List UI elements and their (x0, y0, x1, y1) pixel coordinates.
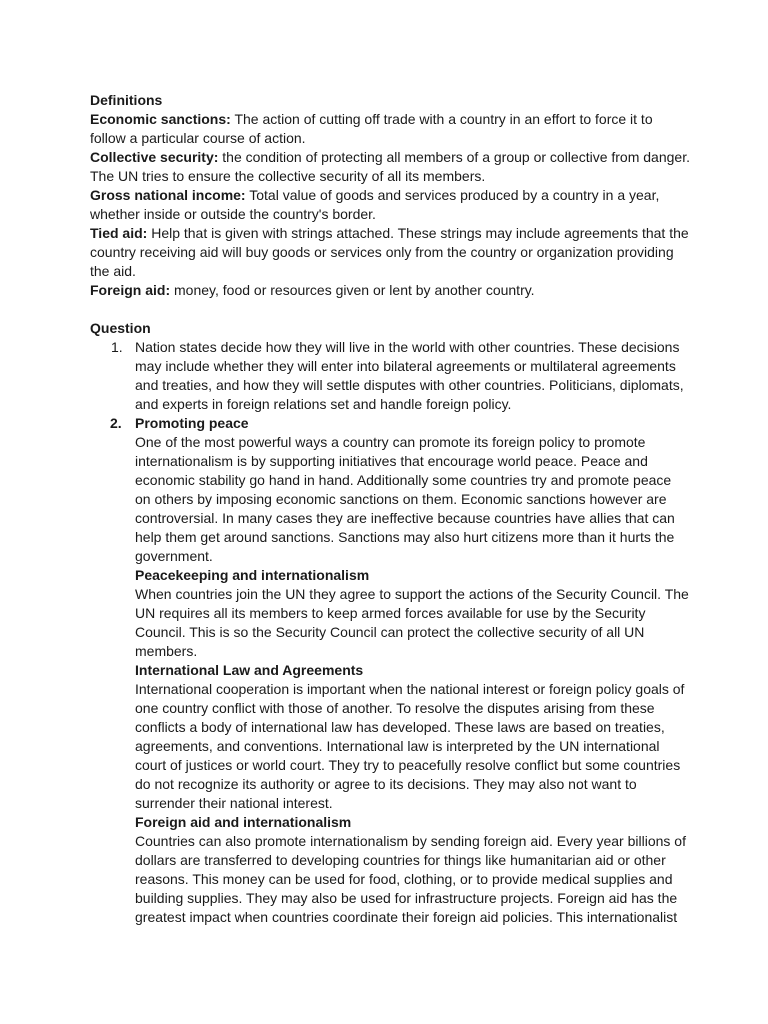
question-list (90, 338, 690, 927)
question-item-1 (90, 338, 690, 414)
definition-foreign-aid (90, 281, 690, 300)
section-text-international-law: International cooperation is important when the national interest or foreign policy goals of one country conflict with those of another. To resolve the disputes arising from these conflicts a body of international law has developed. These laws are based on treaties, agreements, and conventions. International law is interpreted by the UN international court of justices or world court. They try to peacefully resolve conflict but some countries do not recognize its authority or agree to its decisions. They may also not want to surrender their national interest. (135, 681, 685, 811)
definition-term: Collective security: (90, 149, 219, 165)
definitions-heading: Definitions (90, 92, 163, 108)
question-item-2 (90, 414, 690, 927)
definition-collective-security (90, 148, 690, 186)
section-heading-promoting-peace: Promoting peace (135, 415, 249, 431)
definition-tied-aid (90, 224, 690, 281)
section-text-foreign-aid: Countries can also promote internationalism by sending foreign aid. Every year billions of dollars are transferred to developing countries for things like humanitarian aid or other reasons. This money can be used for food, clothing, or to provide medical supplies and building supplies. They may also be used for infrastructure projects. Foreign aid has the greatest impact when countries coordinate their foreign aid policies. This internationalist (135, 833, 686, 925)
list-number: 1. (111, 339, 123, 355)
definition-term: Tied aid: (90, 225, 148, 241)
definition-economic-sanctions (90, 110, 690, 148)
definition-gross-national-income (90, 186, 690, 224)
section-heading-foreign-aid: Foreign aid and internationalism (135, 814, 352, 830)
definition-term: Foreign aid: (90, 282, 171, 298)
definition-text: money, food or resources given or lent by another country. (170, 282, 535, 298)
section-heading-peacekeeping: Peacekeeping and internationalism (135, 567, 370, 583)
question-item-text: Nation states decide how they will live in the world with other countries. These decisions may include whether they will enter into bilateral agreements or multilateral agreements and treaties, and how they will settle disputes with other countries. Politicians, diplomats, and experts in foreign relations set and handle foreign policy. (135, 339, 684, 412)
definition-term: Gross national income: (90, 187, 246, 203)
section-text-promoting-peace: One of the most powerful ways a country can promote its foreign policy to promote internationalism is by supporting initiatives that encourage world peace. Peace and economic stability go hand in hand. Additionally some countries try and promote peace on others by imposing economic sanctions on them. Economic sanctions however are controversial. In many cases they are ineffective because countries have allies that can help them get around sanctions. Sanctions may also hurt citizens more than it hurts the government. (135, 434, 675, 564)
section-text-peacekeeping: When countries join the UN they agree to support the actions of the Security Council. The UN requires all its members to keep armed forces available for use by the Security Council. This is so the Security Council can protect the collective security of all UN members. (135, 586, 689, 659)
definition-text: the condition of protecting all members of a group or collective from danger. The UN tries to ensure the collective security of all its members. (90, 149, 690, 184)
definition-text: Help that is given with strings attached. These strings may include agreements that the country receiving aid will buy goods or services only from the country or organization providing the aid. (90, 225, 689, 279)
document-page (90, 91, 690, 927)
definition-text: Total value of goods and services produced by a country in a year, whether inside or outside the country's border. (90, 187, 660, 222)
definition-term: Economic sanctions: (90, 111, 231, 127)
question-heading: Question (90, 320, 151, 336)
paragraph-spacer (90, 300, 690, 319)
section-heading-international-law: International Law and Agreements (135, 662, 364, 678)
definition-text: The action of cutting off trade with a country in an effort to force it to follow a particular course of action. (90, 111, 653, 146)
list-number: 2. (110, 415, 122, 431)
